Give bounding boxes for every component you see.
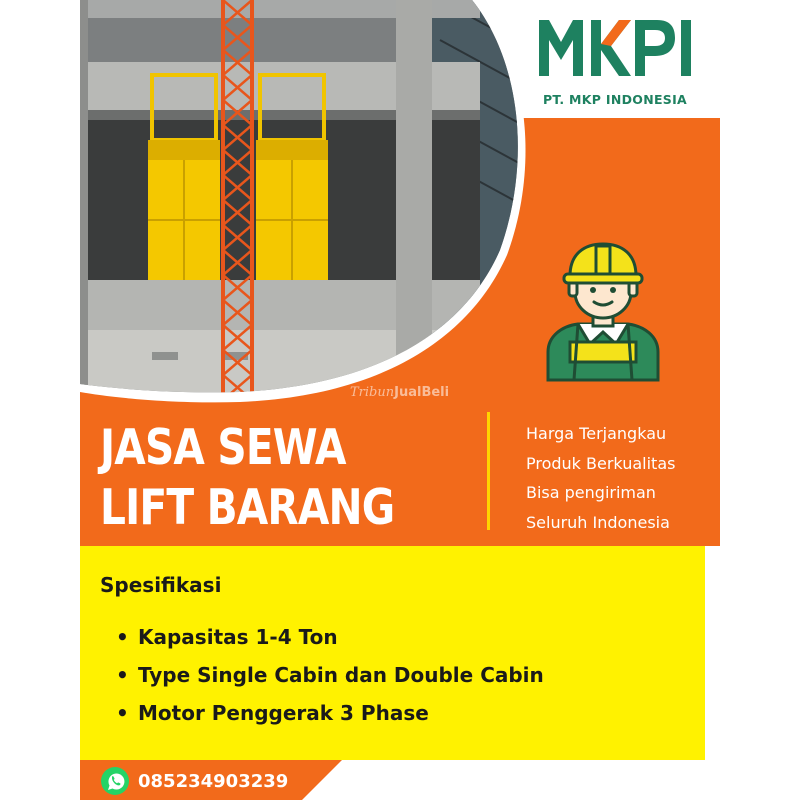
phone-number: 085234903239 (138, 770, 289, 792)
company-name: PT. MKP INDONESIA (542, 92, 688, 107)
feature-item: Bisa pengiriman (526, 483, 656, 502)
watermark: TribunJualBeli (350, 385, 450, 400)
company-logo (535, 14, 715, 107)
spec-list (116, 618, 544, 732)
title-line-1: JASA SEWA (100, 419, 346, 476)
feature-item: Seluruh Indonesia (526, 512, 670, 532)
feature-item: Produk Berkualitas (526, 453, 676, 473)
phone-contact[interactable] (100, 766, 288, 796)
spec-item: • Kapasitas 1-4 Ton (116, 625, 338, 649)
divider (487, 412, 490, 530)
page-title (100, 418, 394, 538)
poster (80, 0, 720, 800)
whatsapp-icon (100, 766, 130, 796)
spec-box-edge (705, 546, 720, 760)
feature-item: Harga Terjangkau (526, 424, 667, 443)
title-line-2: LIFT BARANG (100, 479, 395, 536)
spec-item: • Motor Penggerak 3 Phase (116, 701, 429, 725)
construction-worker-icon (538, 240, 668, 382)
spec-item: • Type Single Cabin dan Double Cabin (116, 663, 544, 687)
features-list (526, 419, 675, 537)
mkpi-logo-icon (535, 14, 695, 80)
spec-title: Spesifikasi (100, 573, 222, 597)
